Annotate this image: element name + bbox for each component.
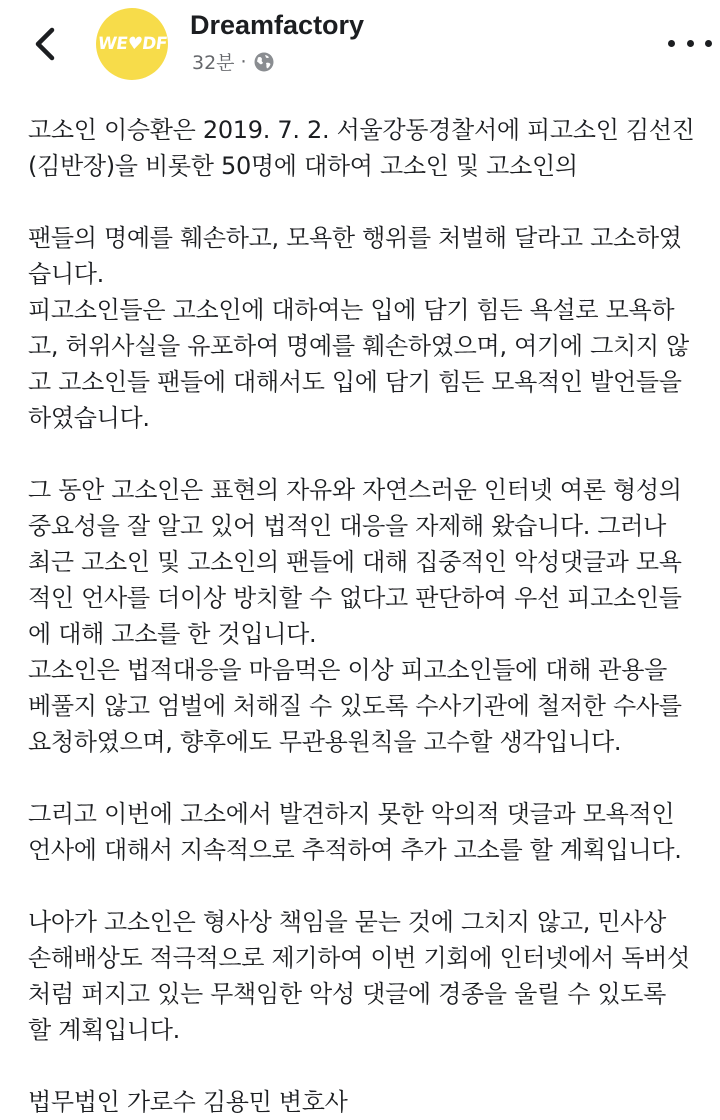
- paragraph-gap: [28, 184, 716, 220]
- post-line: 습니다.: [28, 260, 104, 288]
- post-line: 고소인 이승환은 2019. 7. 2. 서울강동경찰서에 피고소인 김선진: [28, 116, 695, 144]
- more-dot-icon: [705, 40, 712, 47]
- post-line: 고, 허위사실을 유포하여 명예를 훼손하였으며, 여기에 그치지 않: [28, 332, 689, 360]
- back-button[interactable]: [28, 22, 68, 66]
- post-line: (김반장)을 비롯한 50명에 대하여 고소인 및 고소인의: [28, 152, 578, 180]
- avatar-logo-text: WE♥DF: [96, 34, 168, 54]
- more-dot-icon: [687, 40, 694, 47]
- post-timestamp[interactable]: 32분: [192, 52, 235, 74]
- page-avatar[interactable]: [96, 8, 168, 80]
- post-line: 고소인은 법적대응을 마음먹은 이상 피고소인들에 대해 관용을: [28, 656, 667, 684]
- post-line: 처럼 퍼지고 있는 무책임한 악성 댓글에 경종을 울릴 수 있도록: [28, 980, 667, 1008]
- post-line: 베풀지 않고 엄벌에 처해질 수 있도록 수사기관에 철저한 수사를: [28, 692, 682, 720]
- post-line: 중요성을 잘 알고 있어 법적인 대응을 자제해 왔습니다. 그러나: [28, 512, 667, 540]
- post-line: 손해배상도 적극적으로 제기하여 이번 기회에 인터넷에서 독버섯: [28, 944, 690, 972]
- post-line: 팬들의 명예를 훼손하고, 모욕한 행위를 처벌해 달라고 고소하였: [28, 224, 682, 252]
- post-signature: 법무법인 가로수 김용민 변호사: [28, 1088, 348, 1116]
- post-line: 적인 언사를 더이상 방치할 수 없다고 판단하여 우선 피고소인들: [28, 584, 682, 612]
- paragraph-gap: [28, 868, 716, 904]
- post-line: 언사에 대해서 지속적으로 추적하여 추가 고소를 할 계획입니다.: [28, 836, 682, 864]
- post-meta: [192, 48, 275, 75]
- chevron-left-icon: [28, 22, 68, 66]
- post-line: 그리고 이번에 고소에서 발견하지 못한 악의적 댓글과 모욕적인: [28, 800, 675, 828]
- post-line: 피고소인들은 고소인에 대하여는 입에 담기 힘든 욕설로 모욕하: [28, 296, 675, 324]
- more-options-button[interactable]: [668, 28, 712, 58]
- post-line: 하였습니다.: [28, 404, 150, 432]
- post-line: 최근 고소인 및 고소인의 팬들에 대해 집중적인 악성댓글과 모욕: [28, 548, 682, 576]
- post-line: 에 대해 고소를 한 것입니다.: [28, 620, 317, 648]
- post-line: 그 동안 고소인은 표현의 자유와 자연스러운 인터넷 여론 형성의: [28, 476, 682, 504]
- post-line: 고 고소인들 팬들에 대해서도 입에 담기 힘든 모욕적인 발언들을: [28, 368, 682, 396]
- post-line: 할 계획입니다.: [28, 1016, 180, 1044]
- post-header: [0, 0, 720, 92]
- page-name-link[interactable]: Dreamfactory: [190, 10, 365, 40]
- post-line: 요청하였으며, 향후에도 무관용원칙을 고수할 생각입니다.: [28, 728, 622, 756]
- post-body: [28, 112, 716, 1120]
- paragraph-gap: [28, 1048, 716, 1084]
- more-dot-icon: [668, 40, 675, 47]
- paragraph-gap: [28, 436, 716, 472]
- paragraph-gap: [28, 760, 716, 796]
- globe-icon: [253, 51, 275, 73]
- meta-separator: ·: [240, 50, 247, 73]
- post-line: 나아가 고소인은 형사상 책임을 묻는 것에 그치지 않고, 민사상: [28, 908, 667, 936]
